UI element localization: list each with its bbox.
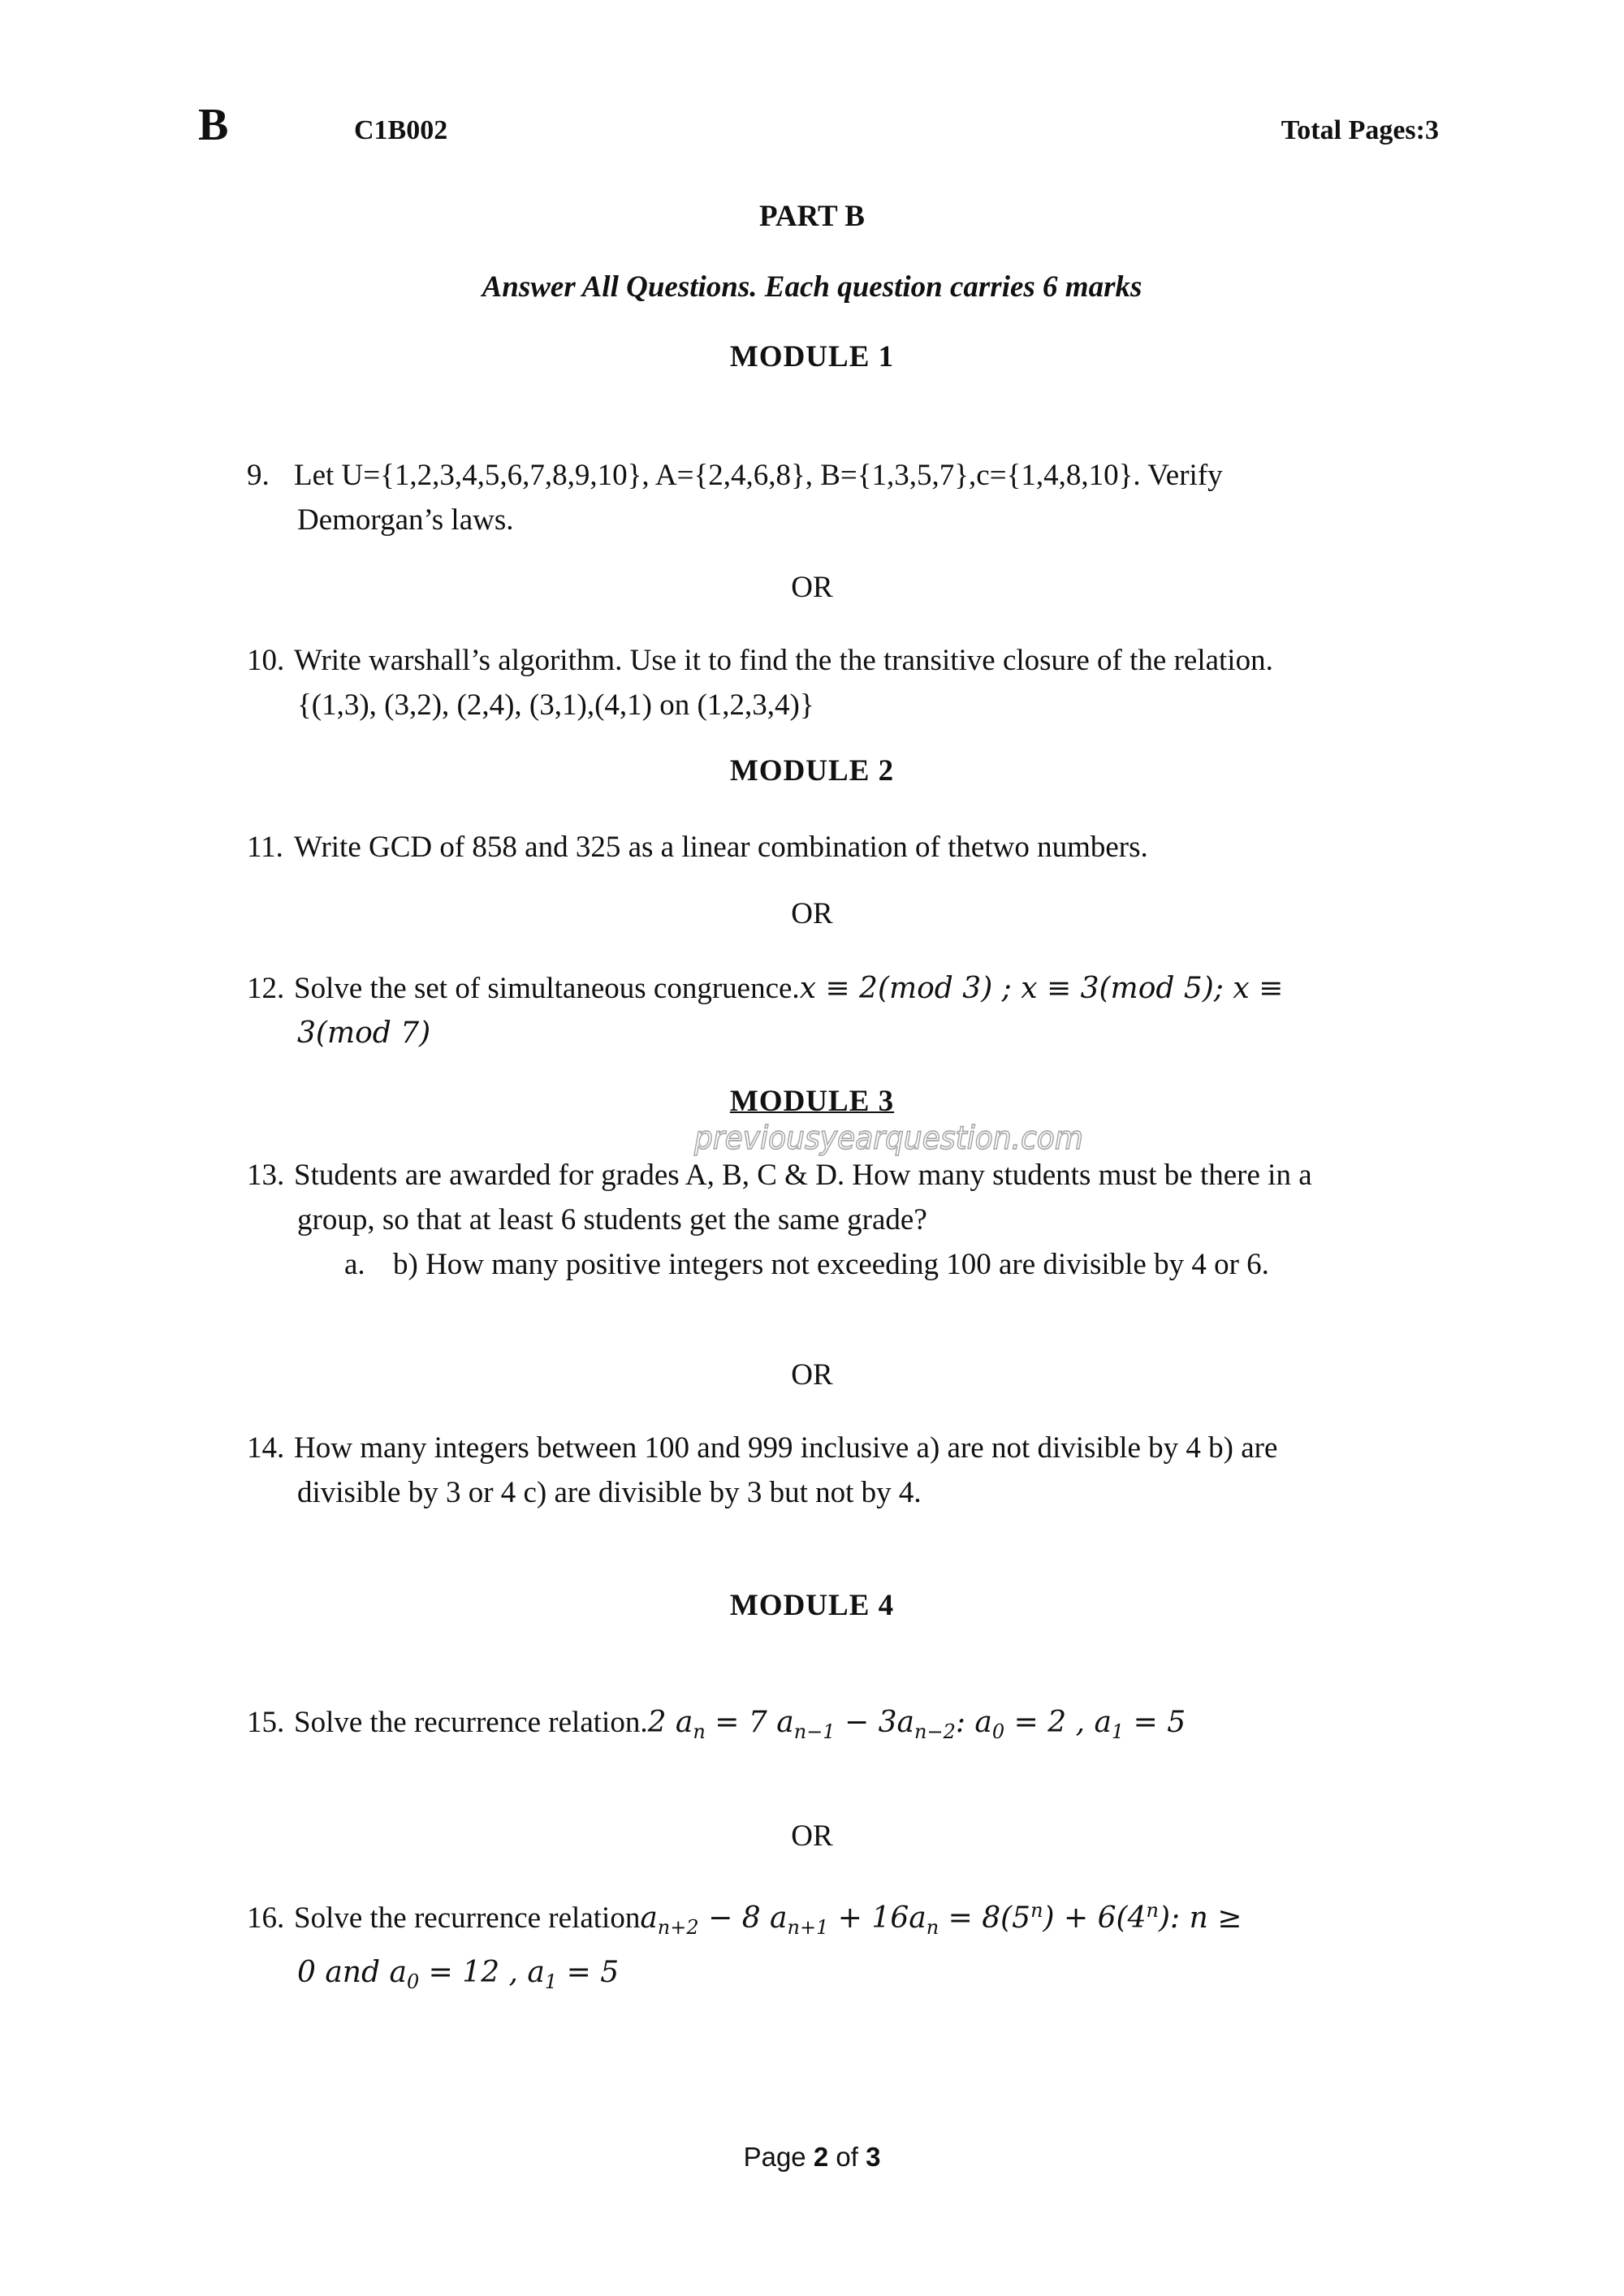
- question-text: Solve the recurrence relation: [294, 1901, 641, 1935]
- question-10: [247, 638, 1432, 727]
- recurrence-equation: 2 $a_n = 7$ $a_{n-1} - 3a_{n-2}$: $a_0 = 2$ , $a_1 = 5$: [647, 1706, 1186, 1744]
- part-title: PART B: [759, 200, 865, 233]
- module-3-heading: MODULE 3: [729, 1085, 895, 1118]
- or-separator: OR: [791, 571, 833, 604]
- question-text-cont: Demorgan’s laws.: [297, 503, 514, 537]
- sub-question-text: b) How many positive integers not exceeding 100 are divisible by 4 or 6.: [393, 1248, 1269, 1281]
- total-pages: Total Pages:3: [1281, 115, 1439, 145]
- footer-page-total: 3: [866, 2142, 881, 2172]
- recurrence-equation-cont: 0 and $a_0 = 12$ , $a_1 = 5$: [297, 1956, 620, 1994]
- question-text: Students are awarded for grades A, B, C & D. How many students must be there in a: [294, 1159, 1312, 1192]
- or-separator: OR: [791, 1819, 833, 1853]
- question-12: [247, 966, 1432, 1055]
- question-number: 16.: [247, 1901, 285, 1935]
- footer-page-number: 2: [813, 2142, 829, 2172]
- question-number: 15.: [247, 1706, 285, 1739]
- question-number: 12.: [247, 972, 285, 1005]
- question-16: [247, 1888, 1432, 2005]
- question-9: [247, 453, 1432, 542]
- congruence-equation: x ≡ 2(mod 3) ; x ≡ 3(mod 5); x ≡: [799, 972, 1284, 1005]
- question-number: 9.: [247, 459, 270, 492]
- module-4-heading: MODULE 4: [729, 1589, 895, 1622]
- relation-set: {(1,3), (3,2), (2,4), (3,1),(4,1) on (1,2,3,4)}: [297, 688, 814, 722]
- question-15: [247, 1700, 1432, 1754]
- or-separator: OR: [791, 897, 833, 930]
- question-text: Write warshall’s algorithm. Use it to find the the transitive closure of the relation.: [294, 644, 1273, 677]
- question-number: 10.: [247, 644, 285, 677]
- recurrence-equation: $a_{n+2} - 8$ $a_{n+1} + 16a_n = 8(5^n) + 6(4^n)$: n ≥: [640, 1899, 1242, 1940]
- question-number: 13.: [247, 1159, 285, 1192]
- watermark: previousyearquestion.com: [694, 1120, 1083, 1158]
- question-13: [247, 1153, 1432, 1287]
- question-text: Solve the recurrence relation.: [294, 1706, 648, 1739]
- question-14: [247, 1426, 1432, 1515]
- congruence-equation-cont: 3(mod 7): [297, 1016, 431, 1050]
- footer-of-word: of: [836, 2142, 858, 2172]
- module-2-heading: MODULE 2: [729, 754, 895, 788]
- paper-code: C1B002: [354, 115, 448, 145]
- instructions: Answer All Questions. Each question carries 6 marks: [482, 270, 1142, 304]
- question-text-cont: divisible by 3 or 4 c) are divisible by 3 but not by 4.: [297, 1476, 922, 1509]
- question-number: 11.: [247, 831, 283, 864]
- question-text-cont: group, so that at least 6 students get the same grade?: [297, 1203, 927, 1236]
- question-11: [247, 825, 1432, 870]
- footer-page-word: Page: [743, 2142, 806, 2172]
- question-text: Let U={1,2,3,4,5,6,7,8,9,10}, A={2,4,6,8}, B={1,3,5,7},c={1,4,8,10}. Verify: [294, 459, 1223, 492]
- sub-question-label: a.: [344, 1248, 365, 1281]
- or-separator: OR: [791, 1358, 833, 1392]
- question-text: Write GCD of 858 and 325 as a linear combination of thetwo numbers.: [294, 831, 1148, 864]
- question-number: 14.: [247, 1431, 285, 1465]
- series-letter: B: [198, 100, 229, 150]
- module-1-heading: MODULE 1: [729, 340, 895, 373]
- question-text: Solve the set of simultaneous congruence.: [294, 972, 800, 1005]
- question-text: How many integers between 100 and 999 inclusive a) are not divisible by 4 b) are: [294, 1431, 1278, 1465]
- page-footer: [0, 2142, 1624, 2173]
